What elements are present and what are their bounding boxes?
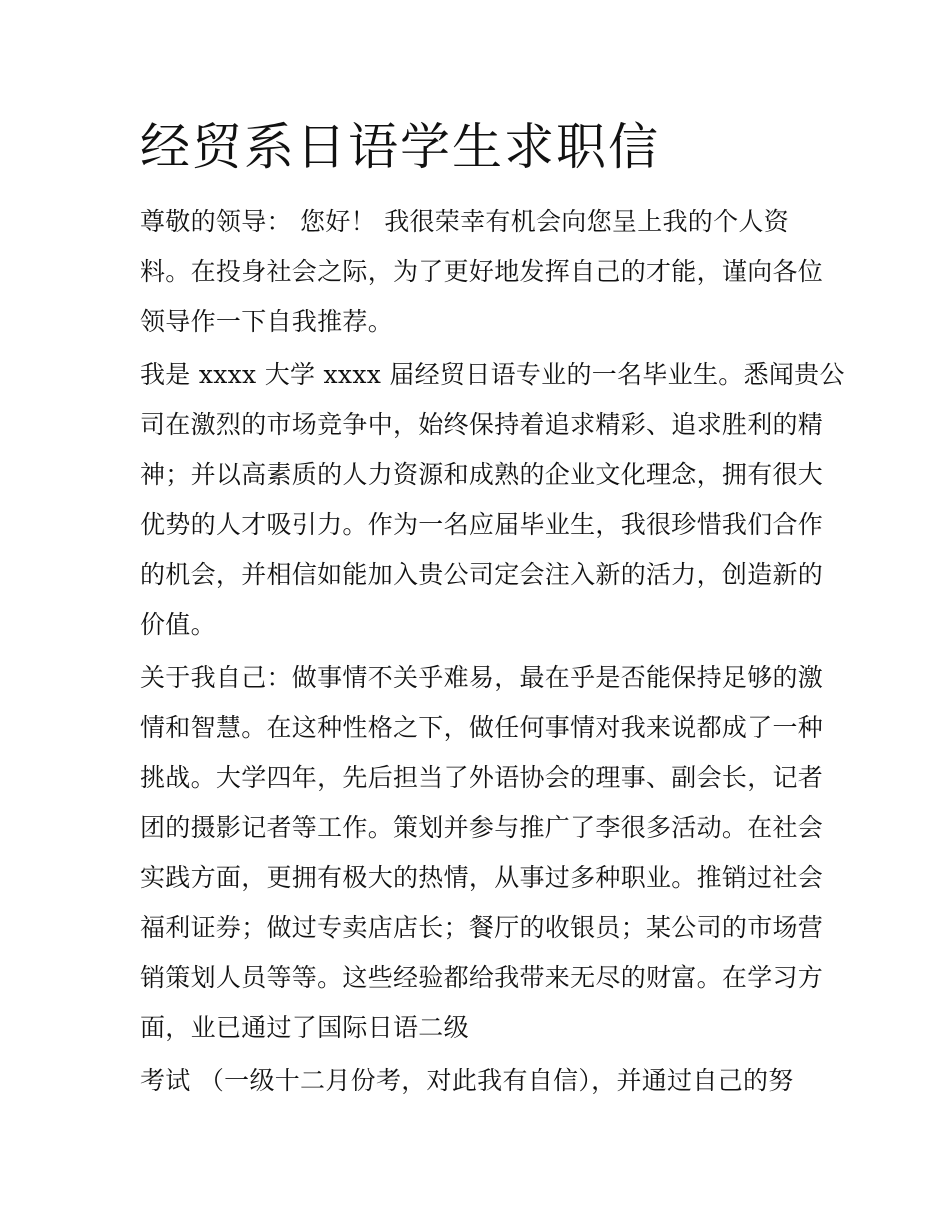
paragraph-line: 关于我自己：做事情不关乎难易，最在乎是否能保持足够的激 (140, 663, 824, 692)
paragraph-line: 的机会，并相信如能加入贵公司定会注入新的活力，创造新的 (140, 560, 824, 589)
paragraph-line: 价值。 (140, 610, 216, 639)
paragraph-line: 团的摄影记者等工作。策划并参与推广了李很多活动。在社会 (140, 813, 824, 842)
document-title: 经贸系日语学生求职信 (140, 118, 660, 176)
paragraph-line: 神；并以高素质的人力资源和成熟的企业文化理念，拥有很大 (140, 460, 824, 489)
paragraph-line: 福利证券；做过专卖店店长；餐厅的收银员；某公司的市场营 (140, 913, 824, 942)
paragraph-line: 司在激烈的市场竞争中，始终保持着追求精彩、追求胜利的精 (140, 410, 824, 439)
paragraph-line: 面，业已通过了国际日语二级 (140, 1013, 469, 1042)
paragraph-line: 销策划人员等等。这些经验都给我带来无尽的财富。在学习方 (140, 963, 824, 992)
paragraph-line: 尊敬的领导： 您好！ 我很荣幸有机会向您呈上我的个人资 (140, 207, 789, 236)
paragraph-line: 优势的人才吸引力。作为一名应届毕业生，我很珍惜我们合作 (140, 510, 824, 539)
paragraph-line: 情和智慧。在这种性格之下，做任何事情对我来说都成了一种 (140, 713, 824, 742)
paragraph-line: 我是 xxxx 大学 xxxx 届经贸日语专业的一名毕业生。悉闻贵公 (140, 360, 845, 389)
paragraph-line: 料。在投身社会之际，为了更好地发挥自己的才能，谨向各位 (140, 257, 824, 286)
paragraph-line: 挑战。大学四年，先后担当了外语协会的理事、副会长，记者 (140, 763, 824, 792)
paragraph-line: 考试 （一级十二月份考，对此我有自信），并通过自己的努 (140, 1066, 794, 1095)
paragraph-line: 领导作一下自我推荐。 (140, 307, 394, 336)
paragraph-line: 实践方面，更拥有极大的热情，从事过多种职业。推销过社会 (140, 863, 824, 892)
